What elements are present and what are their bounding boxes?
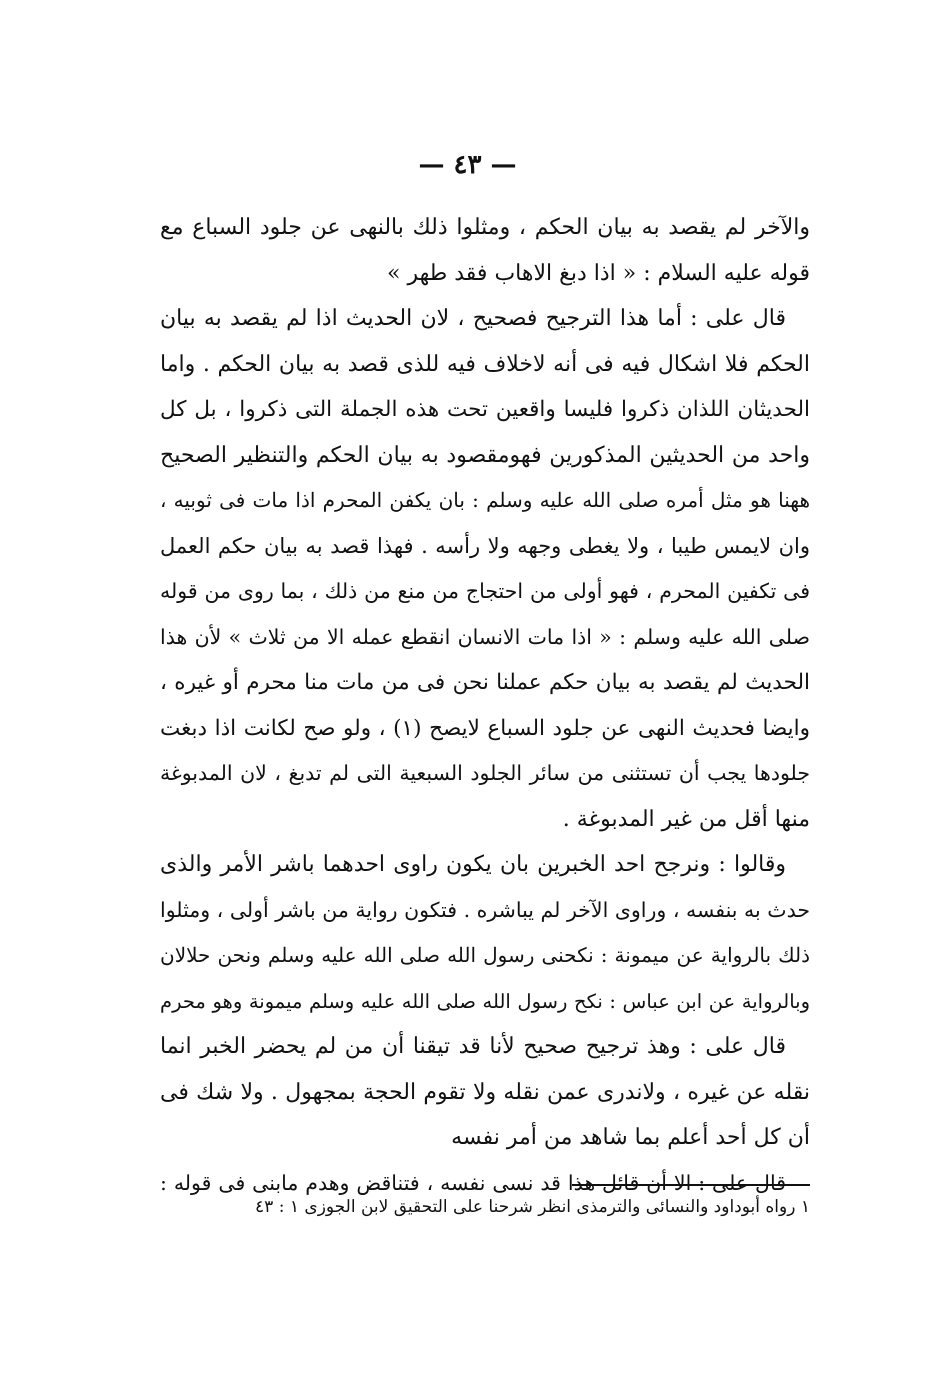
text-line: ذلك بالرواية عن ميمونة : نكحنى رسول الله صلى الله عليه وسلم ونحن حلالان: [160, 943, 810, 967]
text-line: وان لايمس طيبا ، ولا يغطى وجهه ولا رأسه . فهذا قصد به بيان حكم العمل: [160, 533, 810, 558]
text-line: جلودها يجب أن تستثنى من سائر الجلود السبعية التى لم تدبغ ، لان المدبوغة: [160, 761, 810, 785]
body-text: [160, 205, 810, 1206]
text-line: وقالوا : ونرجح احد الخبرين بان يكون راوى احدهما باشر الأمر والذى: [160, 852, 786, 877]
text-line: وايضا فحديث النهى عن جلود السباع لايصح (١) ، ولو صح لكانت اذا دبغت: [160, 715, 810, 741]
page-number: — ٤٣ —: [418, 150, 517, 180]
text-line: صلى الله عليه وسلم : « اذا مات الانسان انقطع عمله الا من ثلاث » لأن هذا: [160, 624, 810, 649]
footnote: ١ رواه أبوداود والنسائى والترمذى انظر شرحنا على التحقيق لابن الجوزى ١ : ٤٣: [255, 1197, 810, 1217]
text-line: الحكم فلا اشكال فيه فى أنه لاخلاف فيه للذى قصد به بيان الحكم . واما: [160, 351, 810, 377]
text-line: قال على : الا أن قائل هذا قد نسى نفسه ، فتناقض وهدم مابنى فى قوله :: [160, 1170, 786, 1195]
text-line: فى تكفين المحرم ، فهو أولى من احتجاج من منع من ذلك ، بما روى من قوله: [160, 579, 810, 603]
text-line: واحد من الحديثين المذكورين فهومقصود به بيان الحكم والتنظير الصحيح: [160, 442, 810, 468]
text-line: وبالرواية عن ابن عباس : نكح رسول الله صلى الله عليه وسلم ميمونة وهو محرم: [160, 989, 810, 1013]
text-line: أن كل أحد أعلم بما شاهد من أمر نفسه: [451, 1125, 810, 1150]
text-line: قوله عليه السلام : « اذا دبغ الاهاب فقد طهر »: [387, 260, 810, 286]
text-line: نقله عن غيره ، ولاندرى عمن نقله ولا تقوم الحجة بمجهول . ولا شك فى: [160, 1079, 810, 1105]
text-line: قال على : أما هذا الترجيح فصحيح ، لان الحديث اذا لم يقصد به بيان: [160, 306, 786, 331]
text-line: الحديثان اللذان ذكروا فليسا واقعين تحت هذه الجملة التى ذكروا ، بل كل: [160, 397, 810, 422]
text-line: منها أقل من غير المدبوغة .: [562, 806, 810, 832]
text-line: قال على : وهذ ترجيح صحيح لأنا قد تيقنا أن من لم يحضر الخبر انما: [160, 1034, 786, 1059]
footnote-divider: [572, 1184, 810, 1186]
text-line: والآخر لم يقصد به بيان الحكم ، ومثلوا ذلك بالنهى عن جلود السباع مع: [160, 215, 810, 240]
text-line: ههنا هو مثل أمره صلى الله عليه وسلم : بان يكفن المحرم اذا مات فى ثوبيه ،: [160, 488, 810, 512]
text-line: الحديث لم يقصد به بيان حكم عملنا نحن فى من مات منا محرم أو غيره ،: [160, 670, 810, 695]
text-line: حدث به بنفسه ، وراوى الآخر لم يباشره . فتكون رواية من باشر أولى ، ومثلوا: [160, 897, 810, 922]
